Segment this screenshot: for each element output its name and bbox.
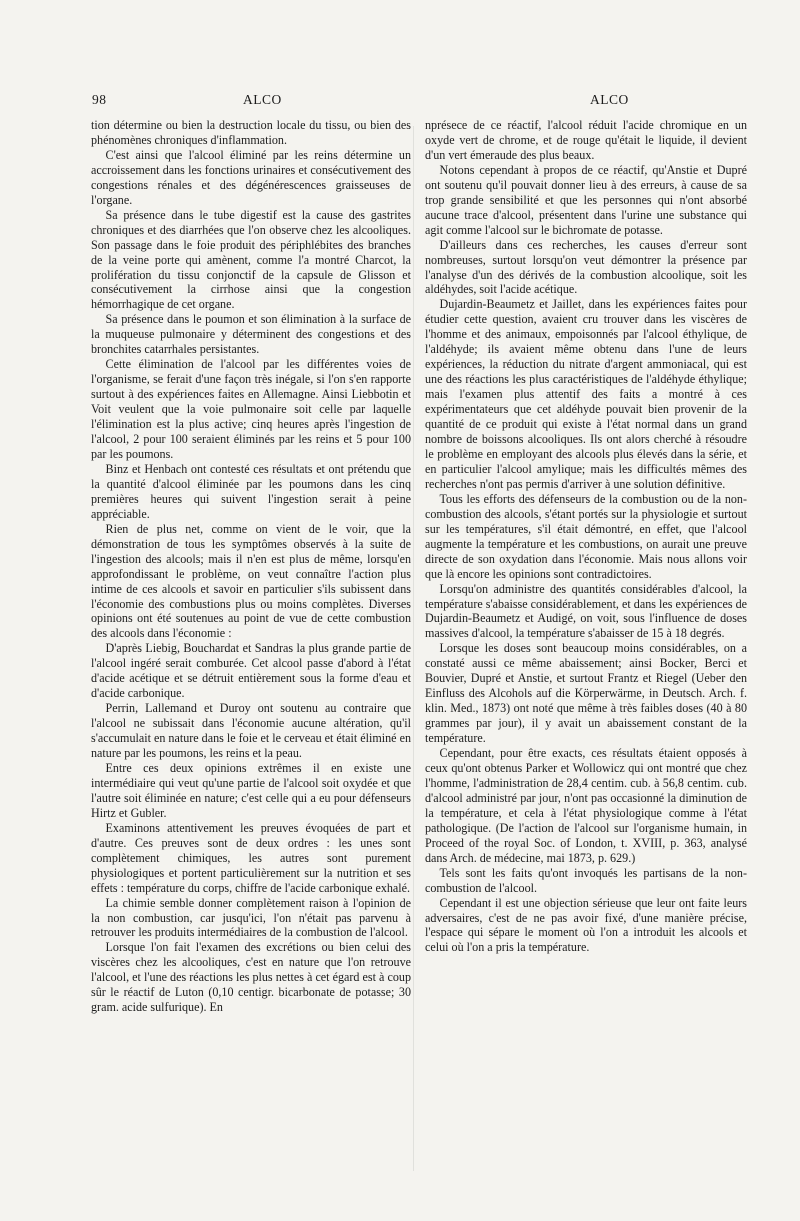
paragraph: Cependant, pour être exacts, ces résultats étaient opposés à ceux qu'ont obtenus Parker et Wollowicz qui ont montré que chez l'homme, l'administration de 28,4 centim. cub. à 56,8 centim. cub. d'alcool administré par jour, n'ont pas occasionné la diminution de la température, et cela à l'état physiologique comme à l'état pathologique. (De l'action de l'alcool sur l'organisme humain, in Proceed of the royal Soc. of London, t. XVIII, p. 363, analysé dans Arch. de médecine, mai 1873, p. 629.) (425, 746, 747, 865)
paragraph: Cependant il est une objection sérieuse que leur ont faite leurs adversaires, c'est de ne pas avoir fixé, d'une manière précise, l'espace qui sépare le moment où l'on a introduit les alcools et celui où l'on a pris la température. (425, 895, 747, 955)
paragraph: Sa présence dans le tube digestif est la cause des gastrites chroniques et des diarrhées que l'on observe chez les alcooliques. Son passage dans le foie produit des périphlébites des branches de la veine porte qui amènent, comme l'a montré Charcot, la prolifération du tissu conjonctif de la capsule de Glisson et consécutivement la cirrhose ainsi que la congestion hémorrhagique de cet organe. (91, 207, 411, 312)
paragraph: Sa présence dans le poumon et son élimination à la surface de la muqueuse pulmonaire y déterminent des congestions et des bronchites catarrhales persistantes. (91, 312, 411, 357)
paragraph: Lorsqu'on administre des quantités considérables d'alcool, la température s'abaisse considérablement, et dans les expériences de Dujardin-Beaumetz et Audigé, on voit, sous l'influence de doses massives d'alcool, la température s'abaisser de 15 à 18 degrés. (425, 581, 747, 641)
left-column (91, 118, 411, 1015)
paragraph: Notons cependant à propos de ce réactif, qu'Anstie et Dupré ont soutenu qu'il pouvait donner lieu à des erreurs, à cause de sa trop grande sensibilité et que les personnes qui n'ont absorbé aucune trace d'alcool, présentent dans l'urine une substance qui agit comme l'alcool sur le bichromate de potasse. (425, 162, 747, 237)
paragraph: La chimie semble donner complètement raison à l'opinion de la non combustion, car jusqu'ici, l'on n'était pas parvenu à retrouver les produits intermédiaires de la combustion de l'alcool. (91, 895, 411, 940)
paragraph: Dujardin-Beaumetz et Jaillet, dans les expériences faites pour étudier cette question, avaient cru trouver dans les viscères de l'homme et des animaux, empoisonnés par l'alcool éthylique, de l'aldéhyde; ils avaient même obtenu dans l'une de leurs expériences, la réduction du nitrate d'argent ammoniacal, qui est une des réactions les plus caractéristiques de l'aldéhyde éthylique; mais l'examen plus attentif des faits a montré à ces expérimentateurs que cet aldéhyde pouvait bien provenir de la quantité de ce produit qui existe à l'état normal dans un grand nombre de boissons alcooliques. Ils ont alors cherché à résoudre le problème en employant des alcools plus élevés dans la série, et en particulier l'alcool amylique; mais les difficultés mêmes des recherches n'ont pas permis d'arriver à une solution définitive. (425, 297, 747, 491)
running-title-left: ALCO (243, 92, 282, 107)
page-header (0, 92, 800, 112)
paragraph: Tels sont les faits qu'ont invoqués les partisans de la non-combustion de l'alcool. (425, 865, 747, 895)
paragraph: Rien de plus net, comme on vient de le voir, que la démonstration de tous les symptômes observés à la suite de l'ingestion des alcools; mais il n'en est plus de même, lorsqu'en approfondissant le problème, on veut connaître l'action plus intime de ces alcools et savoir en particulier s'ils subissent dans l'économie des combustions plus ou moins complètes. Diverses opinions ont été soutenues au point de vue de cette combustion des alcools dans l'économie : (91, 521, 411, 641)
paragraph: Perrin, Lallemand et Duroy ont soutenu au contraire que l'alcool ne subissait dans l'économie aucune altération, qu'il s'accumulait en nature dans le foie et le cerveau et était éliminé en nature par les poumons, les reins et la peau. (91, 701, 411, 761)
paragraph: tion détermine ou bien la destruction locale du tissu, ou bien des phénomènes chroniques d'inflammation. (91, 118, 411, 147)
right-column (425, 118, 747, 955)
paragraph: Tous les efforts des défenseurs de la combustion ou de la non-combustion des alcools, s'étant portés sur la physiologie et surtout sur les températures, s'il était démontré, en effet, que l'alcool augmente la température et les combustions, on aurait une preuve directe de son oxydation dans l'économie. Mais nous allons voir que là encore les opinions sont contradictoires. (425, 491, 747, 581)
paragraph: C'est ainsi que l'alcool éliminé par les reins détermine un accroissement dans les fonctions urinaires et consécutivement des congestions rénales et des dégénérescences graisseuses de l'organe. (91, 147, 411, 207)
paragraph: Examinons attentivement les preuves évoquées de part et d'autre. Ces preuves sont de deux ordres : les unes sont complètement chimiques, les autres sont purement physiologiques et portent particulièrement sur la nutrition et ses effets : température du corps, chiffre de l'acide carbonique exhalé. (91, 820, 411, 895)
paragraph: Entre ces deux opinions extrêmes il en existe une intermédiaire qui veut qu'une partie de l'alcool soit oxydée et que l'autre soit éliminée en nature; c'est celle qui a eu pour défenseurs Hirtz et Gubler. (91, 760, 411, 820)
page-number: 98 (92, 92, 107, 107)
paragraph: Lorsque l'on fait l'examen des excrétions ou bien celui des viscères chez les alcooliques, c'est en nature que l'on retrouve l'alcool, et l'une des réactions les plus nettes à cet égard est à coup sûr le réactif de Luton (0,10 centigr. bicarbonate de potasse; 30 gram. acide sulfurique). En (91, 940, 411, 1015)
running-title-right: ALCO (590, 92, 629, 107)
paragraph: Binz et Henbach ont contesté ces résultats et ont prétendu que la quantité d'alcool éliminée par les poumons dans les cinq premières heures qui suivent l'ingestion serait à peine appréciable. (91, 461, 411, 521)
paragraph: Cette élimination de l'alcool par les différentes voies de l'organisme, se ferait d'une façon très inégale, si l'on s'en rapporte surtout à des expériences faites en Allemagne. Ainsi Liebbotin et Voit veulent que la voie pulmonaire soit celle par laquelle l'élimination est la plus active; cinq heures après l'ingestion de l'alcool, 2 pour 100 seraient éliminés par les reins et 5 pour 100 par les poumons. (91, 357, 411, 461)
column-gutter (413, 126, 414, 1171)
paragraph: nprésece de ce réactif, l'alcool réduit l'acide chromique en un oxyde vert de chrome, et de rouge qu'était le liquide, il devient d'un vert émeraude des plus beaux. (425, 118, 747, 162)
paragraph: Lorsque les doses sont beaucoup moins considérables, on a constaté aussi ce même abaissement; ainsi Bocker, Berci et Bouvier, Dupré et Anstie, et surtout Frantz et Riegel (Ueber den Einfluss des Alcohols auf die Körperwärme, in Deutsch. Arch. f. klin. Med., 1873) ont noté que même à très faibles doses (40 à 80 grammes par jour), il y avait un abaissement constant de la température. (425, 641, 747, 746)
paragraph: D'après Liebig, Bouchardat et Sandras la plus grande partie de l'alcool ingéré serait comburée. Cet alcool passe d'abord à l'état d'acide acétique et se détruit entièrement sous la forme d'eau et d'acide carbonique. (91, 641, 411, 701)
paragraph: D'ailleurs dans ces recherches, les causes d'erreur sont nombreuses, surtout lorsqu'on veut démontrer la présence par l'analyse d'un des dérivés de la combustion alcoolique, soit les aldéhydes, soit l'acide acétique. (425, 237, 747, 297)
